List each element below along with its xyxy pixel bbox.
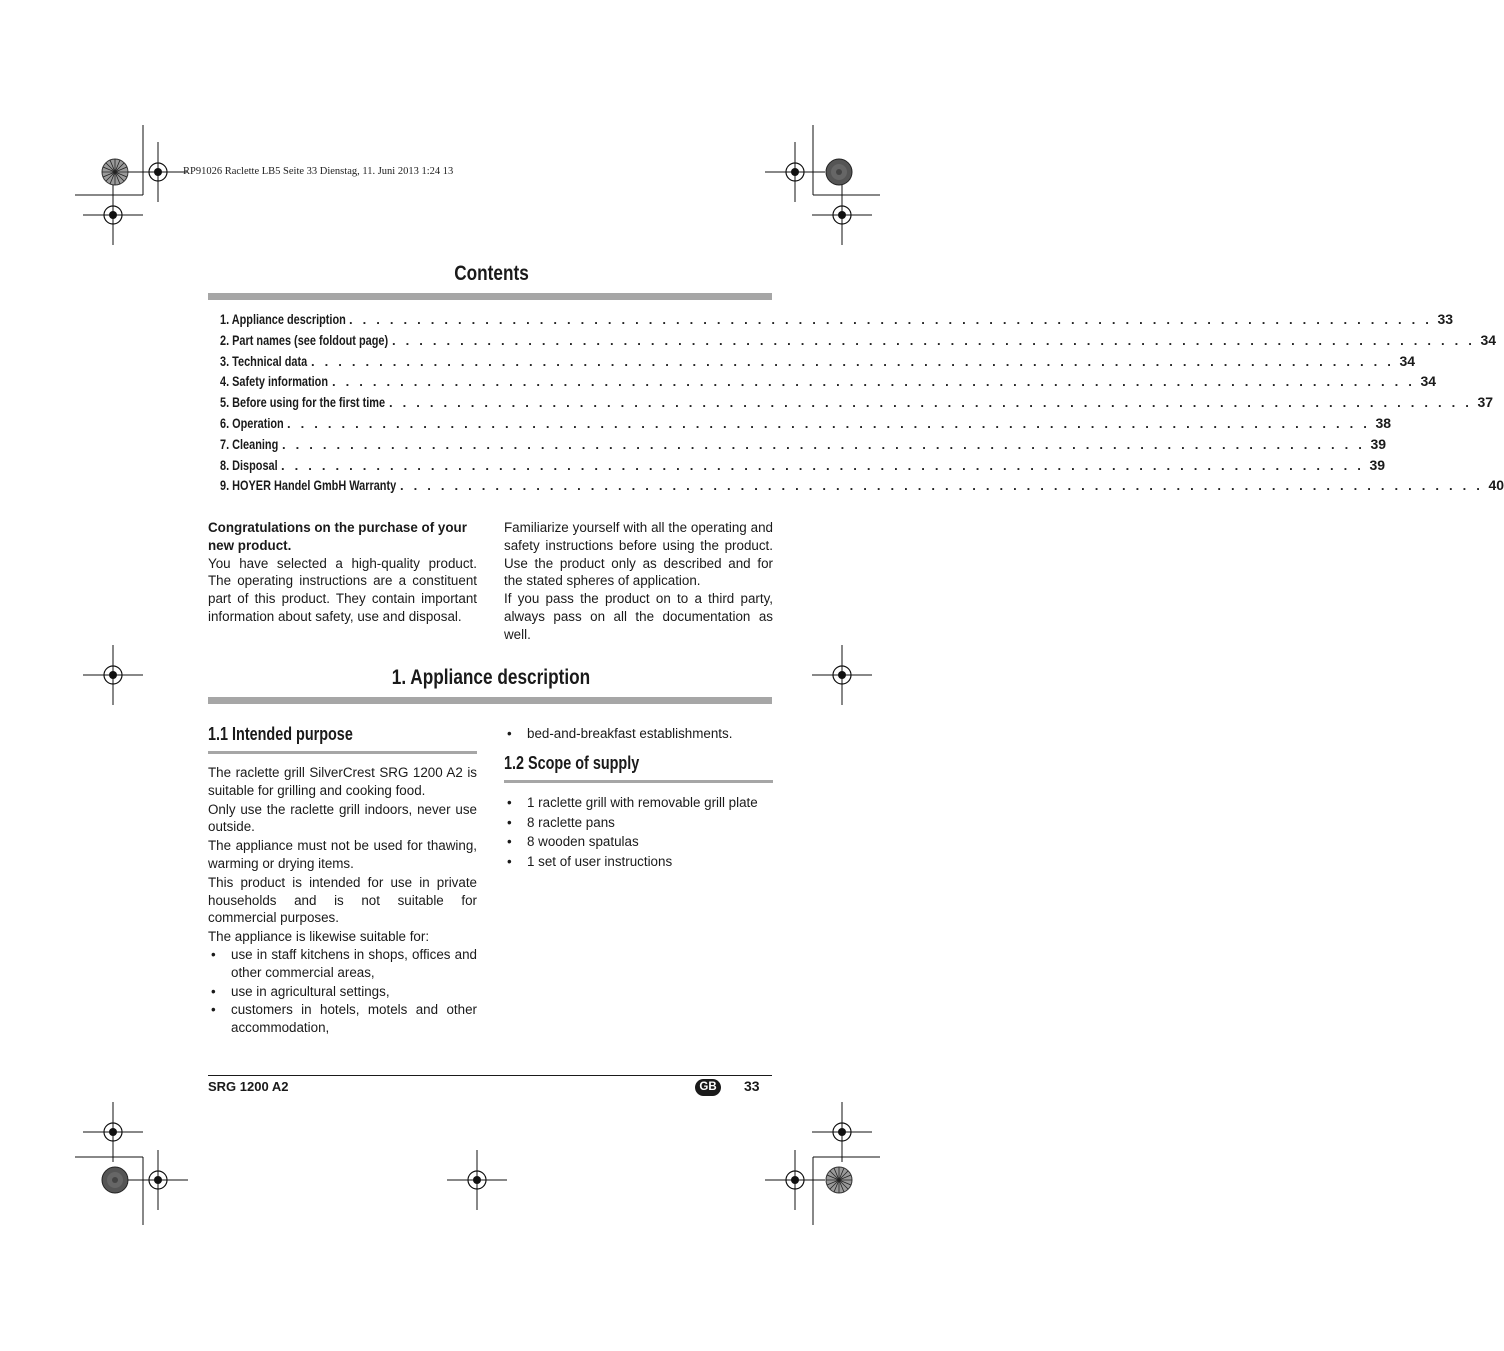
section-title: 1. Appliance description <box>391 666 591 689</box>
toc-leader-dots: . . . . . . . . . . . . . . . . . . . . . . . . . . . . . . . . . . . . . . . . . . . . . . . . . . . . . . . . . . . . . . . . . . . . . . . . . . . . . . . . <box>311 353 1395 369</box>
toc-entry[interactable] <box>220 456 1386 478</box>
language-badge: GB <box>695 1079 721 1096</box>
footer-rule <box>208 1075 772 1076</box>
intro-right-p2: If you pass the product on to a third party, always pass on all the documentation as well. <box>504 591 773 642</box>
toc-entry-page: 33 <box>1437 311 1454 327</box>
toc-entry[interactable] <box>220 311 1454 332</box>
contents-rule <box>208 293 772 300</box>
scope-of-supply-heading: 1.2 Scope of supply <box>504 753 640 773</box>
toc-entry[interactable] <box>220 331 1497 353</box>
intro-left-column <box>208 519 477 626</box>
toc-entry-page: 39 <box>1370 435 1387 452</box>
intro-heading: Congratulations on the purchase of your new product. <box>208 520 467 553</box>
list-item: • 1 raclette grill with removable grill plate <box>504 793 773 813</box>
toc-entry-page: 40 <box>1488 477 1504 494</box>
toc-entry[interactable] <box>220 414 1392 436</box>
list-item: • use in staff kitchens in shops, offices and other commercial areas, <box>208 946 477 982</box>
toc-leader-dots: . . . . . . . . . . . . . . . . . . . . . . . . . . . . . . . . . . . . . . . . . . . . . . . . . . . . . . . . . . . . . . . . . . . . . . . . . . . . . . . . <box>392 332 1476 348</box>
registration-cross-icon <box>128 1150 188 1210</box>
toc-entry[interactable] <box>220 394 1494 415</box>
paragraph: This product is intended for use in private households and is not suitable for commercial purposes. <box>208 874 477 926</box>
toc-entry-page: 37 <box>1477 394 1494 411</box>
toc-entry-label: 7. Cleaning <box>220 435 279 452</box>
list-item: • 8 raclette pans <box>504 813 773 833</box>
registration-cross-icon <box>765 1150 825 1210</box>
color-bar-icon <box>102 159 128 185</box>
toc-entry-page: 34 <box>1399 352 1416 369</box>
toc-entry-page: 38 <box>1375 414 1392 431</box>
toc-entry-label: 8. Disposal <box>220 456 278 473</box>
section-rule <box>208 697 772 704</box>
toc-entry-label: 4. Safety information <box>220 373 329 390</box>
toc-entry-label: 1. Appliance description <box>220 311 346 327</box>
paragraph: The raclette grill SilverCrest SRG 1200 A2 is suitable for grilling and cooking food. <box>208 765 477 798</box>
toc-leader-dots: . . . . . . . . . . . . . . . . . . . . . . . . . . . . . . . . . . . . . . . . . . . . . . . . . . . . . . . . . . . . . . . . . . . . . . . . . . . . . . . . <box>400 478 1484 494</box>
toc-leader-dots: . . . . . . . . . . . . . . . . . . . . . . . . . . . . . . . . . . . . . . . . . . . . . . . . . . . . . . . . . . . . . . . . . . . . . . . . . . . . . . . . <box>349 312 1433 327</box>
toc-entry-label: 5. Before using for the first time <box>220 394 386 411</box>
toc-entry-label: 2. Part names (see foldout page) <box>220 331 389 348</box>
intended-purpose-heading: 1.1 Intended purpose <box>208 724 353 744</box>
color-bar-icon <box>826 1167 852 1193</box>
registration-cross-icon <box>812 185 872 245</box>
list-item: • 8 wooden spatulas <box>504 832 773 852</box>
toc-entry[interactable] <box>220 373 1437 394</box>
paragraph: Only use the raclette grill indoors, never use outside. <box>208 801 477 835</box>
registration-cross-icon <box>765 142 825 202</box>
list-item: • bed-and-breakfast establishments. <box>504 725 773 743</box>
footer-model: SRG 1200 A2 <box>208 1079 289 1094</box>
registration-cross-icon <box>83 185 143 245</box>
toc-entry-label: 3. Technical data <box>220 352 308 369</box>
toc-entry[interactable] <box>220 435 1387 457</box>
intended-use-list <box>208 946 477 1037</box>
intended-use-list-continued <box>504 725 773 743</box>
scope-of-supply-list <box>504 793 773 871</box>
color-bar-icon <box>102 1167 128 1193</box>
toc-leader-dots: . . . . . . . . . . . . . . . . . . . . . . . . . . . . . . . . . . . . . . . . . . . . . . . . . . . . . . . . . . . . . . . . . . . . . . . . . . . . . . . . <box>389 395 1473 411</box>
registration-cross-icon <box>447 1150 507 1210</box>
color-bar-icon <box>826 159 852 185</box>
contents-title: Contents <box>453 262 529 285</box>
scope-of-supply-rule <box>504 780 773 783</box>
intro-right-p1: Familiarize yourself with all the operating and safety instructions before using the product. Use the product only as described and for the stated spheres of application. <box>504 520 773 589</box>
list-item: • use in agricultural settings, <box>208 983 477 1001</box>
toc-leader-dots: . . . . . . . . . . . . . . . . . . . . . . . . . . . . . . . . . . . . . . . . . . . . . . . . . . . . . . . . . . . . . . . . . . . . . . . . . . . . . . . . <box>281 457 1365 473</box>
registration-cross-icon <box>812 1102 872 1162</box>
page-number: 33 <box>744 1078 760 1094</box>
print-slug: RP91026 Raclette LB5 Seite 33 Dienstag, 11. Juni 2013 1:24 13 <box>183 166 454 177</box>
toc-entry-page: 34 <box>1420 373 1437 390</box>
paragraph: The appliance must not be used for thawing, warming or drying items. <box>208 838 477 871</box>
intro-right-column <box>504 519 773 644</box>
crop-mark-top-right <box>813 125 880 195</box>
toc-leader-dots: . . . . . . . . . . . . . . . . . . . . . . . . . . . . . . . . . . . . . . . . . . . . . . . . . . . . . . . . . . . . . . . . . . . . . . . . . . . . . . . . <box>287 415 1371 431</box>
toc-entry-page: 34 <box>1480 331 1497 348</box>
toc-entry[interactable] <box>220 352 1416 374</box>
registration-cross-icon <box>83 1102 143 1162</box>
scope-of-supply-body <box>504 793 773 871</box>
toc-entry-label: 6. Operation <box>220 414 284 431</box>
intended-purpose-rule <box>208 751 477 754</box>
registration-cross-icon <box>128 142 188 202</box>
list-item: • customers in hotels, motels and other accommodation, <box>208 1001 477 1037</box>
intro-left-text: You have selected a high-quality product. The operating instructions are a constituent part of this product. They contain important information about safety, use and disposal. <box>208 555 477 624</box>
toc-entry-label: 9. HOYER Handel GmbH Warranty <box>220 477 397 494</box>
toc-entry-page: 39 <box>1369 456 1386 473</box>
list-item: • 1 set of user instructions <box>504 852 773 872</box>
toc-entry[interactable] <box>220 477 1504 498</box>
toc-leader-dots: . . . . . . . . . . . . . . . . . . . . . . . . . . . . . . . . . . . . . . . . . . . . . . . . . . . . . . . . . . . . . . . . . . . . . . . . . . . . . . . . <box>282 436 1366 452</box>
intended-purpose-body <box>208 764 477 1037</box>
table-of-contents <box>220 311 1504 498</box>
toc-leader-dots: . . . . . . . . . . . . . . . . . . . . . . . . . . . . . . . . . . . . . . . . . . . . . . . . . . . . . . . . . . . . . . . . . . . . . . . . . . . . . . . . <box>332 374 1416 390</box>
paragraph: The appliance is likewise suitable for: <box>208 929 430 945</box>
